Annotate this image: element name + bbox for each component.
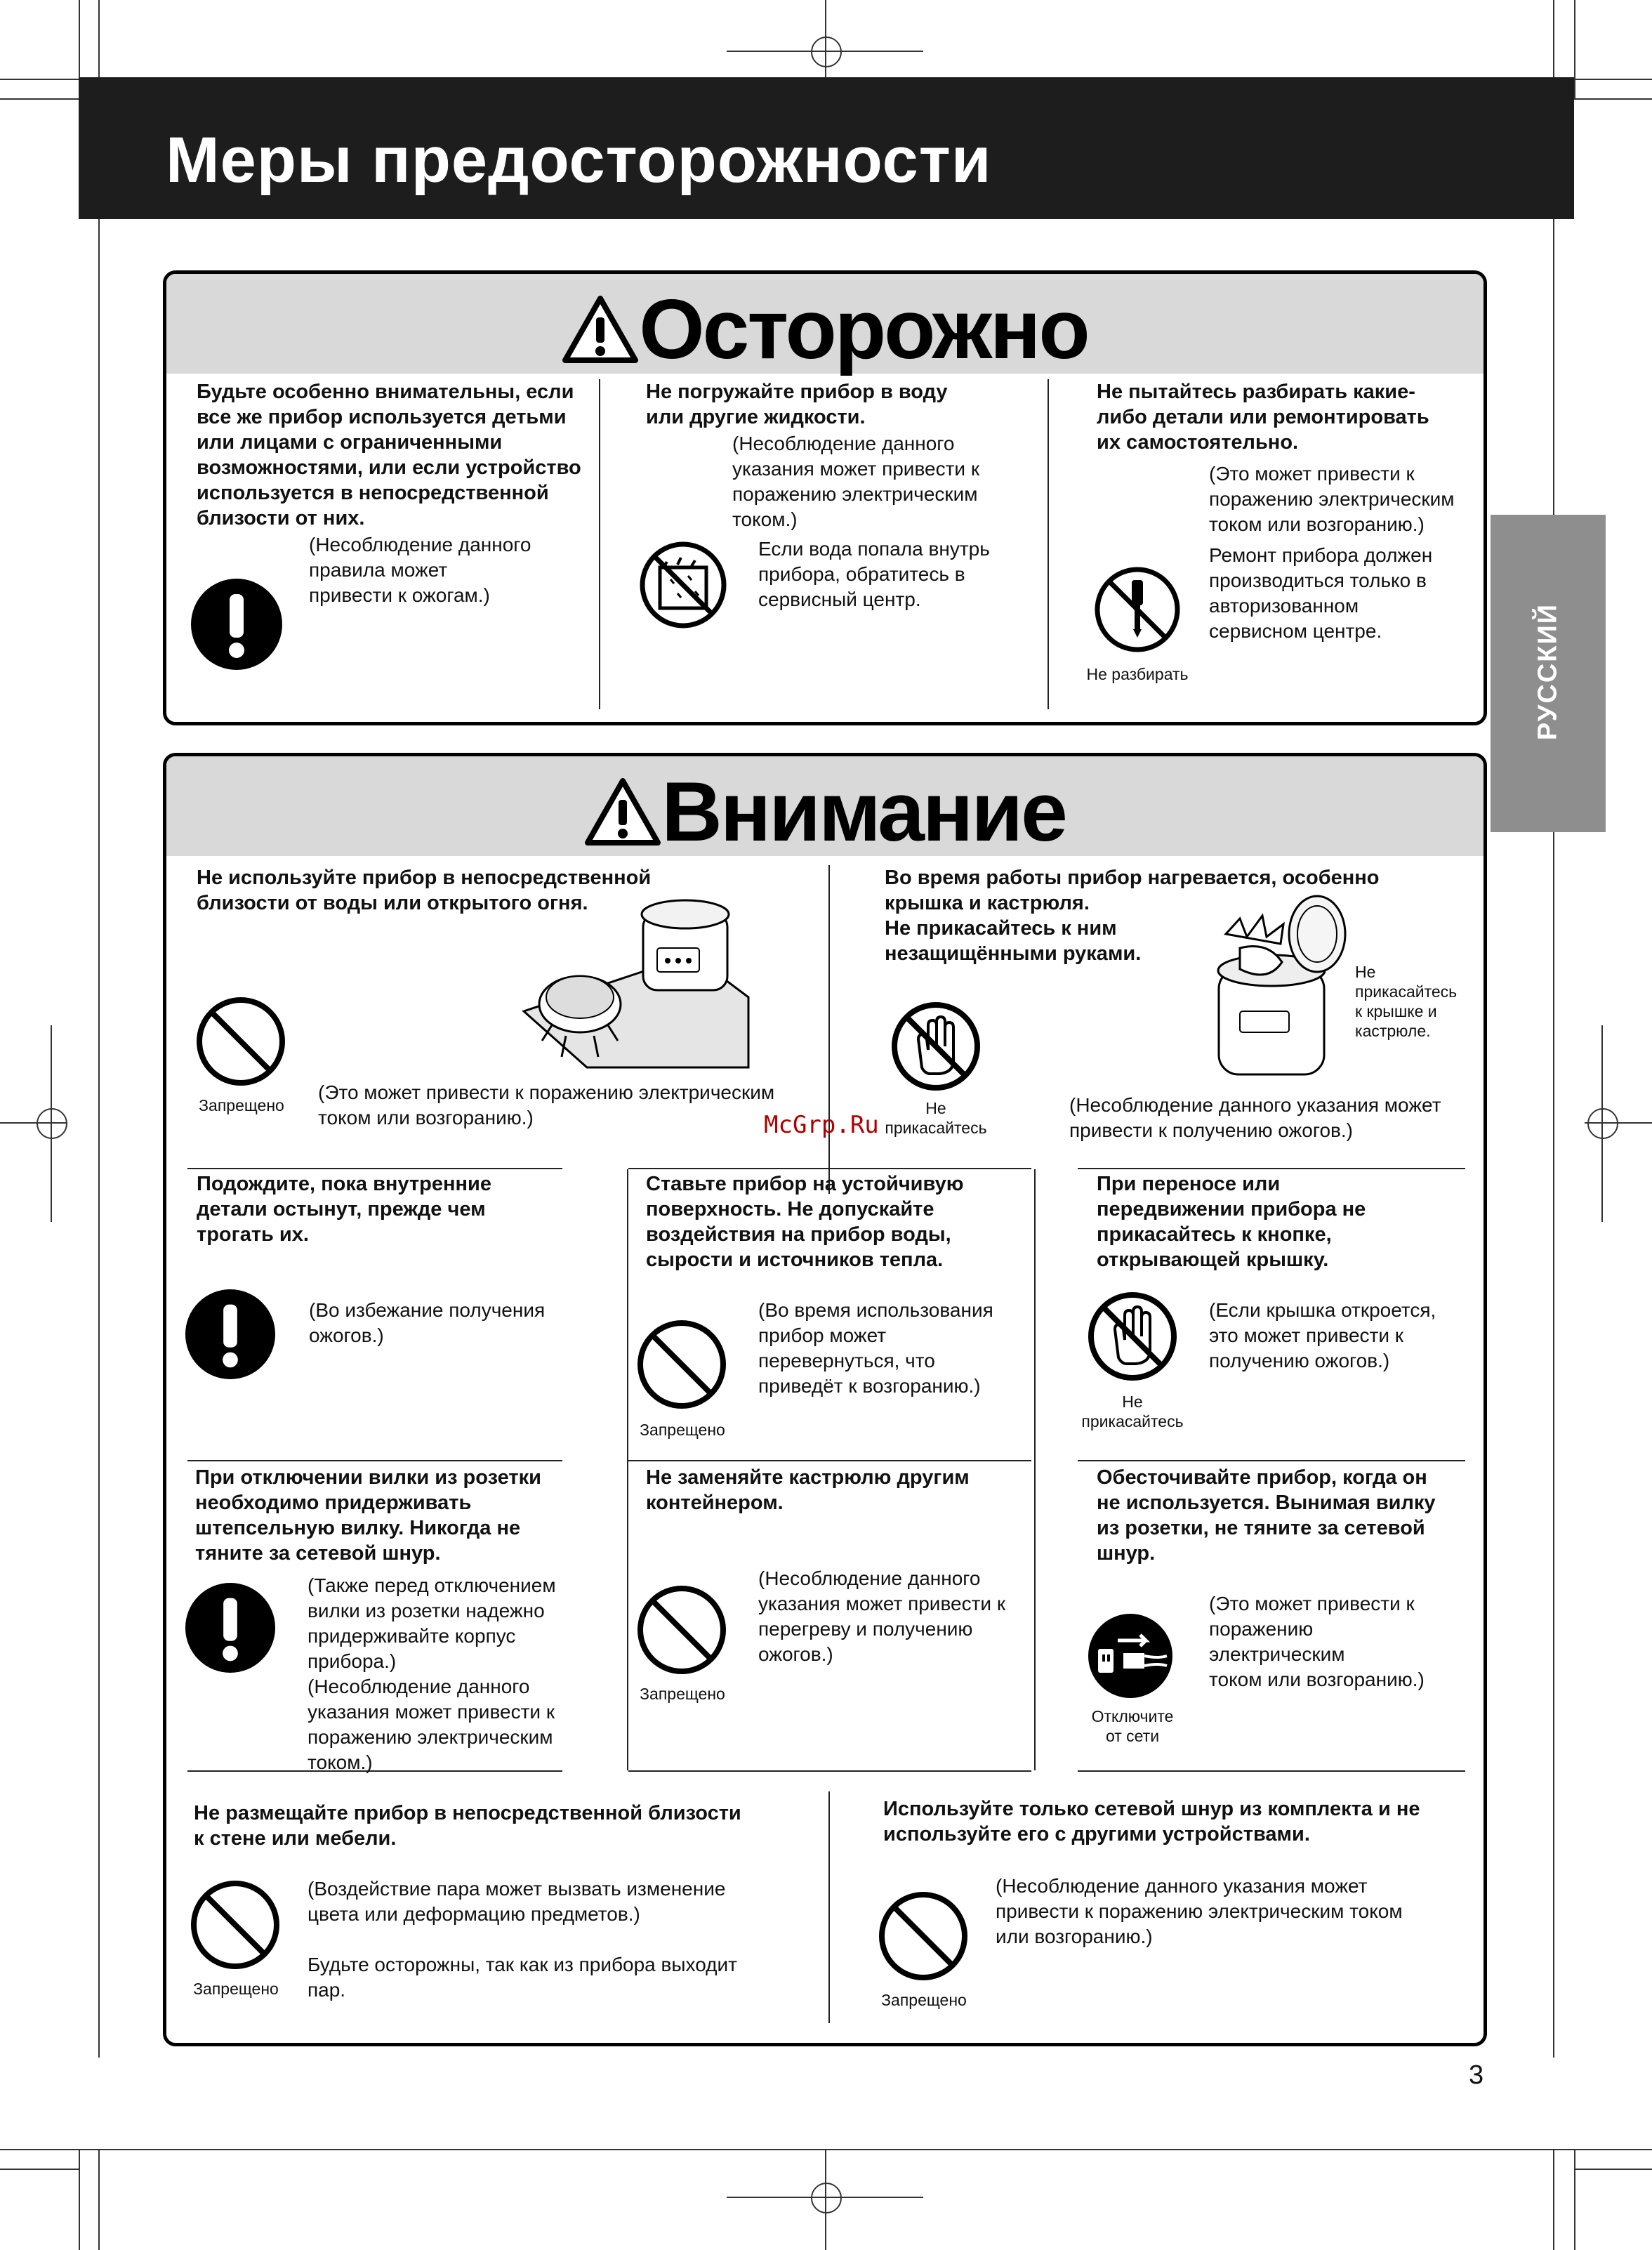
hot-rice-cooker-illustration bbox=[1212, 892, 1349, 1083]
caution-item-2-note-2: Если вода попала внутрь прибора, обратитесь в сервисный центр. bbox=[758, 538, 990, 610]
mandatory-icon bbox=[184, 1581, 277, 1674]
page-title: Меры предосторожности bbox=[166, 124, 992, 196]
language-tab-label: РУССКИЙ bbox=[1533, 603, 1563, 741]
no-disassemble-icon bbox=[1094, 566, 1181, 653]
no-water-icon bbox=[639, 541, 727, 629]
caution-item-3-note: (Это может привести к поражению электрическим током или возгоранию.) bbox=[1209, 463, 1455, 535]
column-divider bbox=[828, 1791, 830, 2023]
prohibited-icon bbox=[878, 1890, 969, 1982]
caution-title: Осторожно bbox=[639, 282, 1088, 376]
mandatory-icon bbox=[190, 577, 284, 671]
attention-top-1-note: (Это может привести к поражению электрическим током или возгоранию.) bbox=[318, 1081, 775, 1129]
row4-item-1-caption: Запрещено bbox=[193, 1980, 279, 1998]
row-divider bbox=[187, 1460, 562, 1461]
caution-item-3-heading: Не пытайтесь разбирать какие- либо детали или ремонтировать их самостоятельно. bbox=[1097, 381, 1429, 454]
page-number: 3 bbox=[1469, 2060, 1484, 2090]
row4-item-2-heading: Используйте только сетевой шнур из комплекта и не используйте его с другими устройствами. bbox=[883, 1798, 1420, 1846]
caution-item-2-note: (Несоблюдение данного указания может привести к поражению электрическим током.) bbox=[732, 433, 980, 530]
caution-item-3-note-2: Ремонт прибора должен производиться только в авторизованном сервисном центре. bbox=[1209, 544, 1433, 642]
column-divider bbox=[1048, 379, 1049, 709]
prohibited-icon bbox=[195, 996, 286, 1087]
row2-item-3-caption: Не прикасайтесь bbox=[1081, 1393, 1184, 1430]
row4-item-2-note: (Несоблюдение данного указания может привести к поражению электрическим током или возгоранию.) bbox=[996, 1875, 1403, 1947]
warning-triangle-icon bbox=[584, 777, 661, 846]
row-divider bbox=[628, 1460, 1031, 1461]
row3-item-3-note: (Это может привести к поражению электрическим током или возгоранию.) bbox=[1209, 1593, 1425, 1690]
attention-title: Внимание bbox=[661, 765, 1066, 859]
watermark: McGrp.Ru bbox=[764, 1111, 879, 1139]
row-divider bbox=[628, 1168, 1031, 1169]
no-touch-icon bbox=[890, 1001, 982, 1092]
column-divider bbox=[828, 865, 830, 1194]
row-divider bbox=[187, 1168, 562, 1169]
column-divider bbox=[627, 1461, 628, 1770]
row3-item-1-heading: При отключении вилки из розетки необходимо придерживать штепсельную вилку. Никогда не тяните за сетевой шнур. bbox=[195, 1466, 541, 1565]
row4-item-1-note: (Воздействие пара может вызвать изменение цвета или деформацию предметов.) bbox=[308, 1878, 726, 1925]
warning-triangle-icon bbox=[562, 295, 639, 364]
row4-item-1-heading: Не размещайте прибор в непосредственной близости к стене или мебели. bbox=[194, 1802, 741, 1850]
row2-item-2-heading: Ставьте прибор на устойчивую поверхность. Не допускайте воздействия на прибор воды, сырости и источников тепла. bbox=[646, 1173, 964, 1271]
attention-top-1-caption: Запрещено bbox=[199, 1096, 284, 1114]
row-divider bbox=[1078, 1168, 1465, 1169]
column-divider bbox=[1034, 1461, 1036, 1770]
caution-header bbox=[166, 274, 1484, 374]
row4-item-1-note-2: Будьте осторожны, так как из прибора выходит пар. bbox=[308, 1954, 737, 2001]
row2-item-2-note: (Во время использования прибор может перевернуться, что приведёт к возгоранию.) bbox=[758, 1299, 993, 1397]
row2-item-3-heading: При переносе или передвижении прибора не прикасайтесь к кнопке, открывающей крышку. bbox=[1097, 1173, 1366, 1271]
row3-item-3-heading: Обесточивайте прибор, когда он не используется. Вынимая вилку из розетки, не тяните за сетевой шнур. bbox=[1097, 1466, 1436, 1565]
prohibited-icon bbox=[190, 1879, 281, 1971]
mandatory-icon bbox=[184, 1288, 277, 1381]
row3-item-1-note: (Также перед отключением вилки из розетки надежно придерживайте корпус прибора.) (Несоблюдение данного указания может привести к поражению электрическим током.) bbox=[308, 1574, 556, 1773]
row2-item-1-note: (Во избежание получения ожогов.) bbox=[309, 1299, 546, 1346]
attention-top-1-heading: Не используйте прибор в непосредственной близости от воды или открытого огня. bbox=[197, 867, 652, 914]
row-divider bbox=[1078, 1770, 1465, 1772]
attention-top-2-side-caption: Не прикасайтесь к крышке и кастрюле. bbox=[1355, 963, 1458, 1040]
no-touch-icon bbox=[1087, 1291, 1178, 1382]
row3-item-3-caption: Отключите от сети bbox=[1091, 1707, 1174, 1745]
row-divider bbox=[628, 1770, 1031, 1772]
prohibited-icon bbox=[636, 1319, 727, 1410]
column-divider bbox=[599, 379, 600, 709]
rice-cooker-on-stove-illustration bbox=[517, 892, 750, 1072]
row3-item-2-note: (Несоблюдение данного указания может привести к перегреву и получению ожогов.) bbox=[758, 1567, 1006, 1665]
unplug-icon bbox=[1087, 1612, 1174, 1699]
row2-item-2-caption: Запрещено bbox=[640, 1421, 725, 1439]
caution-item-3-caption: Не разбирать bbox=[1086, 665, 1189, 683]
attention-top-2-note: (Несоблюдение данного указания может привести к получению ожогов.) bbox=[1069, 1094, 1441, 1141]
row3-item-2-heading: Не заменяйте кастрюлю другим контейнером. bbox=[646, 1466, 970, 1514]
attention-header bbox=[166, 756, 1484, 859]
row3-item-2-caption: Запрещено bbox=[640, 1685, 725, 1703]
row-divider bbox=[1078, 1460, 1465, 1461]
caution-item-2-heading: Не погружайте прибор в воду или другие жидкости. bbox=[646, 381, 948, 428]
caution-item-1-heading: Будьте особенно внимательны, если все же прибор используется детьми или лицами с ограниченными возможностями, или если устройство используется в непосредственной близости от них. bbox=[197, 381, 581, 529]
attention-top-2-caption: Не прикасайтесь bbox=[885, 1099, 987, 1137]
row4-item-2-caption: Запрещено bbox=[881, 1991, 967, 2009]
row2-item-3-note: (Если крышка откроется, это может привести к получению ожогов.) bbox=[1209, 1299, 1436, 1371]
column-divider bbox=[1034, 1169, 1036, 1478]
row2-item-1-heading: Подождите, пока внутренние детали остынут, прежде чем трогать их. bbox=[197, 1173, 491, 1246]
attention-top-2-heading: Во время работы прибор нагревается, особенно крышка и кастрюля. Не прикасайтесь к ним незащищёнными руками. bbox=[885, 867, 1380, 965]
prohibited-icon bbox=[636, 1584, 727, 1676]
caution-item-1-note: (Несоблюдение данного правила может привести к ожогам.) bbox=[309, 534, 531, 606]
